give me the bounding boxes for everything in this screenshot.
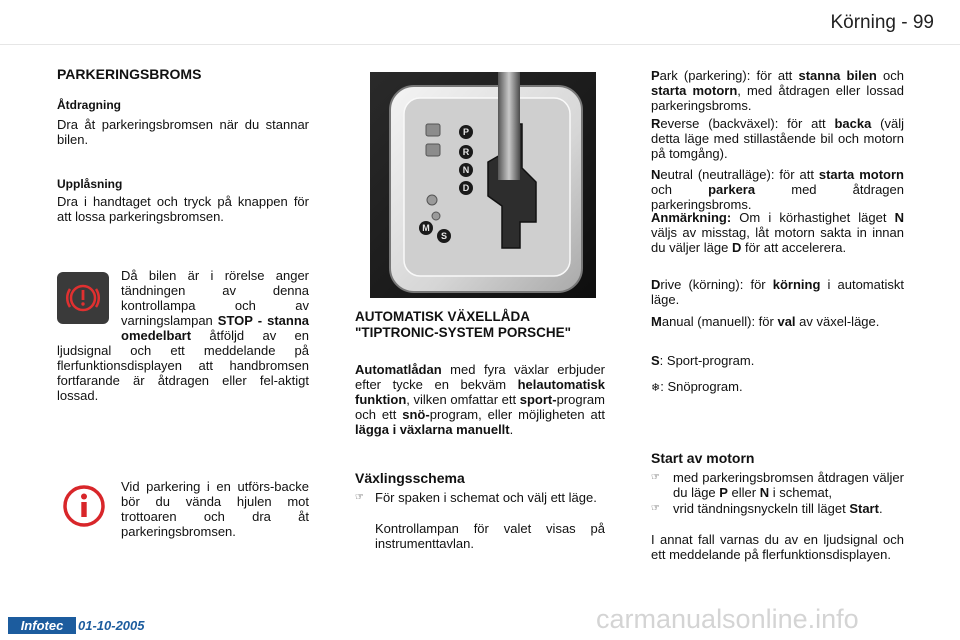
- start-b1-text-1: med parkeringsbromsen åtdragen väljer du läge: [673, 470, 904, 500]
- sport-letter: S: [651, 353, 660, 368]
- intro-bold-1: Automatlådan: [355, 362, 442, 377]
- intro-text-2: , vilken omfattar ett: [406, 392, 520, 407]
- apply-text: Dra åt parkeringsbromsen när du stannar bilen.: [57, 117, 309, 147]
- park-paragraph: [651, 68, 904, 113]
- intro-text-3: program och ett: [355, 392, 605, 422]
- sport-paragraph: [651, 353, 904, 368]
- snow-paragraph: [651, 379, 904, 395]
- intro-bold-3: sport-: [519, 392, 557, 407]
- reverse-bold-1: backa: [834, 116, 872, 131]
- release-subtitle: Upplåsning: [57, 177, 123, 191]
- park-letter: P: [651, 68, 660, 83]
- reverse-paragraph: [651, 116, 904, 161]
- snowflake-icon: ❄: [651, 381, 661, 394]
- infotec-logo: Infotec: [8, 617, 76, 634]
- neutral-bold-1: starta motorn: [818, 167, 904, 182]
- gear-label-r: R: [462, 147, 470, 157]
- release-text: Dra i handtaget och tryck på knappen för att lossa parkeringsbromsen.: [57, 194, 309, 224]
- note-text-1: Om i körhastighet läget: [731, 210, 895, 225]
- start-bullet-2: [651, 501, 904, 516]
- pointing-hand-icon: ☞: [355, 492, 364, 503]
- neutral-text-3: med åtdragen parkeringsbroms.: [651, 182, 904, 212]
- warning-text-2: åtföljd av en ljudsignal och ett meddelande på flerfunktionsdisplayen att handbromsen fortfarande är åtdragen eller fel-aktigt lossad.: [57, 328, 309, 403]
- intro-bold-2: helautomatisk funktion: [355, 377, 605, 407]
- start-b2-text-1: vrid tändningsnyckeln till läget: [673, 501, 850, 516]
- warning-paragraph: [57, 268, 309, 403]
- manual-bold-1: val: [777, 314, 796, 329]
- engine-start-title: Start av motorn: [651, 450, 755, 466]
- intro-text-5: .: [509, 422, 514, 437]
- gear-label-m: M: [422, 223, 430, 233]
- parking-brake-title: PARKERINGSBROMS: [57, 66, 202, 82]
- start-final-text: I annat fall varnas du av en ljudsignal och ett meddelande på flerfunktionsdisplayen.: [651, 532, 904, 562]
- apply-subtitle: Åtdragning: [57, 98, 121, 112]
- park-text-3: , med åtdragen eller lossad parkeringsbroms.: [651, 83, 905, 113]
- note-text-3: för att accelerera.: [741, 240, 847, 255]
- pointing-hand-icon: ☞: [651, 472, 660, 483]
- drive-letter: D: [651, 277, 661, 292]
- drive-text-2: i automatiskt läge.: [651, 277, 904, 307]
- icon-spacer: [57, 268, 121, 333]
- automatic-intro: [355, 362, 605, 437]
- manual-paragraph: [651, 314, 904, 329]
- drive-bold-1: körning: [772, 277, 821, 292]
- note-text-2: väljs av misstag, låt motorn sakta in innan du väljer läge: [651, 225, 904, 255]
- snow-text: : Snöprogram.: [660, 379, 743, 394]
- pointing-hand-icon: ☞: [651, 503, 660, 514]
- warning-bold: STOP - stanna omedelbart: [121, 313, 309, 343]
- page-header: Körning - 99: [830, 12, 934, 33]
- park-bold-1: stanna bilen: [798, 68, 877, 83]
- intro-bold-5: lägga i växlarna manuellt: [355, 422, 510, 437]
- neutral-paragraph: [651, 167, 904, 212]
- note-bold-2: D: [731, 240, 742, 255]
- watermark: carmanualsonline.info: [596, 604, 859, 634]
- warning-text-1: Då bilen är i rörelse anger tändningen av denna kontrollampa och av varningslampan: [121, 268, 309, 328]
- start-b1-text-3: i schemat,: [769, 485, 832, 500]
- neutral-bold-2: parkera: [708, 182, 756, 197]
- shift-pattern-bullet: [355, 490, 605, 505]
- header-divider: [0, 44, 960, 45]
- sport-text: : Sport-program.: [659, 353, 755, 368]
- gear-label-s: S: [440, 231, 448, 241]
- gear-label-n: N: [462, 165, 470, 175]
- start-b1-text-2: eller: [727, 485, 760, 500]
- note-bold-1: N: [894, 210, 904, 225]
- park-text-2: och: [876, 68, 904, 83]
- shift-pattern-bullet-text: För spaken i schemat och välj ett läge.: [375, 490, 597, 505]
- automatic-gearbox-title: AUTOMATISK VÄXELLÅDA "TIPTRONIC-SYSTEM PORSCHE": [355, 309, 572, 340]
- reverse-text-1: everse (backväxel): för att: [660, 116, 835, 131]
- intro-bold-4: snö-: [402, 407, 430, 422]
- footer-date: 01-10-2005: [78, 618, 145, 633]
- start-b2-bold: Start: [849, 501, 879, 516]
- shift-pattern-note: Kontrollampan för valet visas på instrumenttavlan.: [375, 521, 605, 551]
- info-icon: [62, 484, 106, 528]
- start-b1-bold-1: P: [719, 485, 728, 500]
- info-text: Vid parkering i en utförs-backe bör du vända hjulen mot trottoaren och dra åt parkeringsbromsen.: [121, 479, 309, 539]
- reverse-text-2: (välj detta läge med stillastående bil och motorn på tomgång).: [651, 116, 904, 161]
- intro-text-1: med fyra växlar erbjuder efter tycke en bekväm: [355, 362, 605, 392]
- neutral-text-1: eutral (neutralläge): för att: [660, 167, 819, 182]
- note-label: Anmärkning:: [651, 210, 732, 225]
- park-bold-2: starta motorn: [651, 83, 738, 98]
- start-b1-bold-2: N: [759, 485, 770, 500]
- start-bullet-1: [651, 470, 904, 500]
- start-bullet-2-text: [673, 501, 904, 516]
- manual-letter: M: [651, 314, 662, 329]
- park-text-1: ark (parkering): för att: [659, 68, 799, 83]
- gear-label-p: P: [462, 127, 470, 137]
- gear-selector-image: [370, 72, 596, 298]
- start-bullet-1-text: [673, 470, 904, 500]
- intro-text-4: program, eller möjligheten att: [429, 407, 606, 422]
- manual-text-2: av växel-läge.: [795, 314, 880, 329]
- drive-text-1: rive (körning): för: [660, 277, 773, 292]
- shift-pattern-title: Växlingsschema: [355, 470, 465, 486]
- drive-paragraph: [651, 277, 904, 307]
- reverse-letter: R: [651, 116, 661, 131]
- neutral-text-2: och: [651, 182, 709, 197]
- note-paragraph: [651, 210, 904, 255]
- neutral-letter: N: [651, 167, 661, 182]
- start-b2-text-2: .: [878, 501, 883, 516]
- manual-text-1: anual (manuell): för: [661, 314, 778, 329]
- gear-label-d: D: [462, 183, 470, 193]
